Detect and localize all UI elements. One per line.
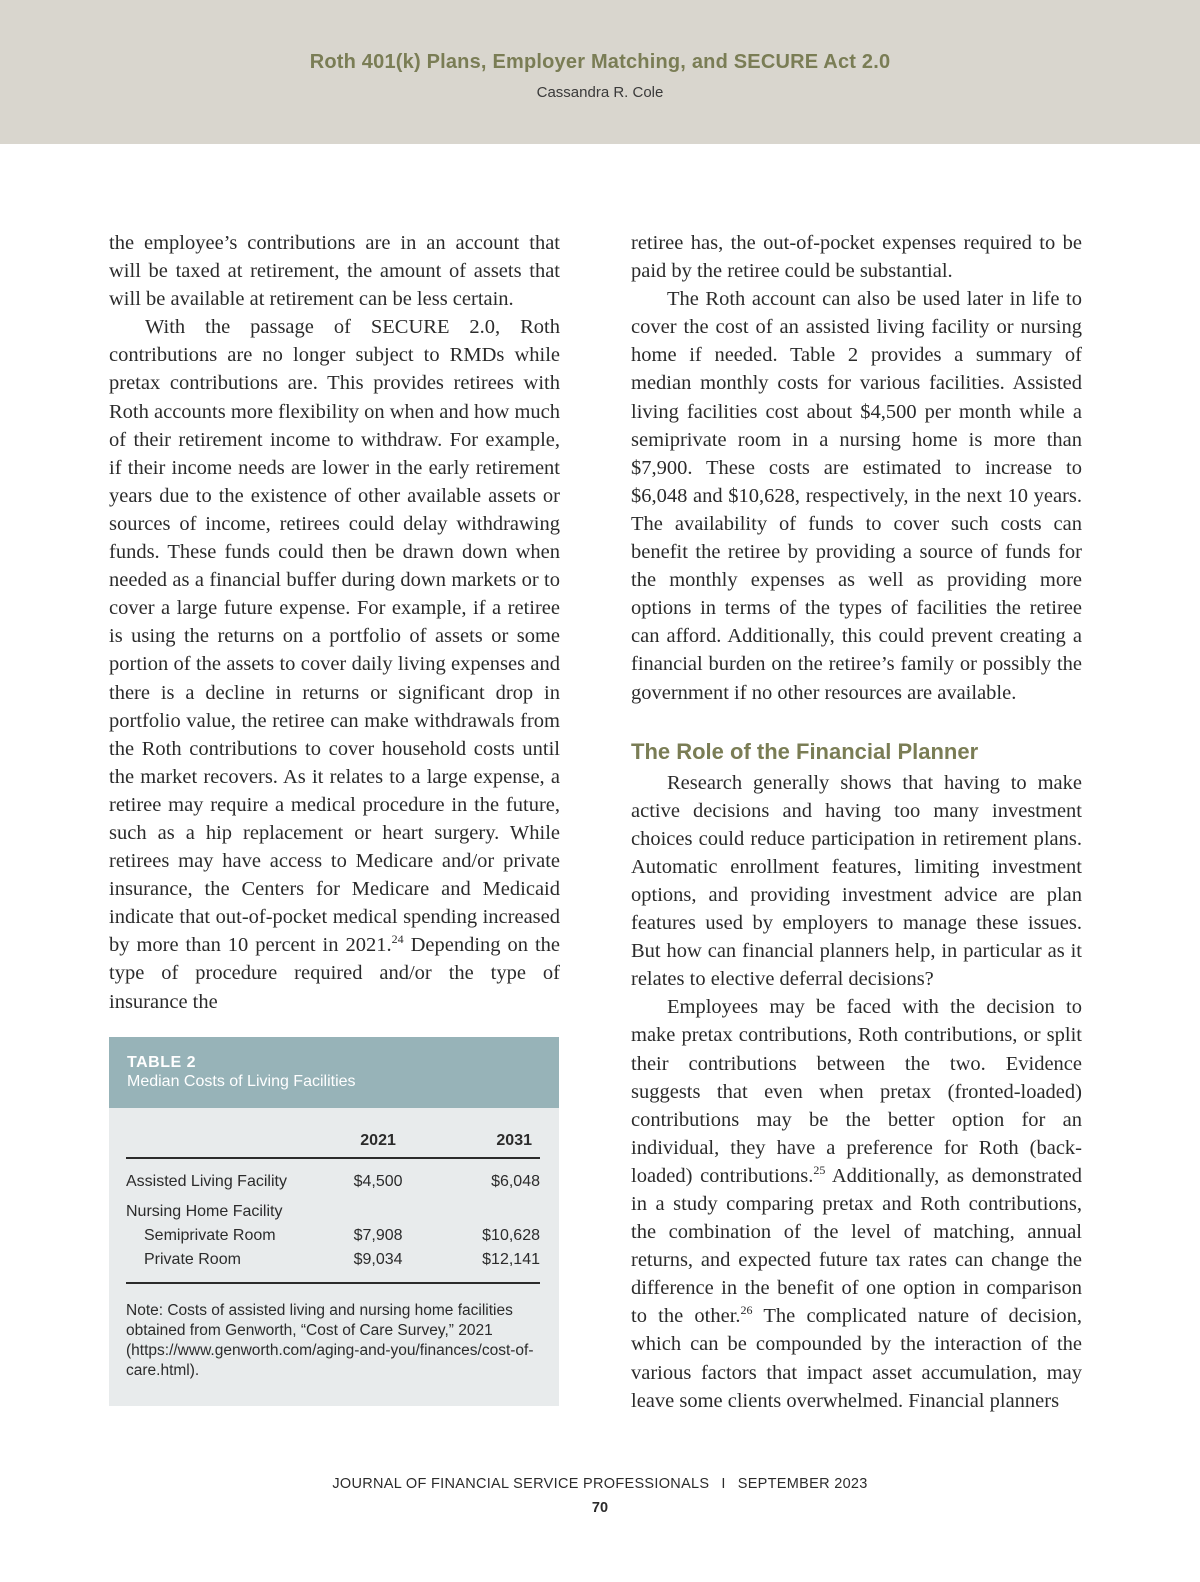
article-title: Roth 401(k) Plans, Employer Matching, and SECURE Act 2.0 xyxy=(309,51,891,73)
right-paragraph-4 xyxy=(631,993,1082,1414)
table-note: Note: Costs of assisted living and nursing home facilities obtained from Genworth, “Cost of Care Survey,” 2021 (https://www.genworth.com/aging-and-you/finances/cost-of-care.html). xyxy=(126,1302,534,1379)
table-row xyxy=(126,1248,540,1283)
row-value-2031: $12,141 xyxy=(482,1251,540,1268)
running-header xyxy=(0,0,1200,144)
left-paragraph-2-end: Depending on the type of procedure required and/or the type of insurance the xyxy=(109,934,560,1013)
table-header-band xyxy=(109,1037,559,1108)
right-paragraph-4-b: Additionally, as demonstrated in a study comparing pretax and Roth contributions, the combination of the level of matching, annual returns, and expected future tax rates can change the difference in the benefit of one option in comparison to the other. xyxy=(631,1164,1083,1328)
table-header-2021: 2021 xyxy=(360,1132,396,1149)
row-value-2021: $7,908 xyxy=(353,1227,403,1244)
right-paragraph-1: retiree has, the out-of-pocket expenses required to be paid by the retiree could be substantial. xyxy=(631,232,1082,283)
left-paragraph-2-text: With the passage of SECURE 2.0, Roth contributions are no longer subject to RMDs while pretax contributions are. This provides retirees with Roth accounts more flexibility on when and how much of their retirement income to withdraw. For example, if their income needs are lower in the early retirement years due to the existence of other available assets or sources of income, retirees could delay withdrawing funds. These funds could then be drawn down when needed as a financial buffer during down markets or to cover a large future expense. For example, if a retiree is using the returns on a portfolio of assets or some portion of the assets to cover daily living expenses and there is a decline in returns or significant drop in portfolio value, the retiree can make withdrawals from the Roth contributions to cover household costs until the market recovers. As it relates to a large expense, a retiree may require a medical procedure in the future, such as a hip replacement or heart surgery. While retirees may have access to Medicare and/or private insurance, the Centers for Medicare and Medicaid indicate that out-of-pocket medical spending increased by more than 10 percent in 2021. xyxy=(109,316,560,957)
issue-date: SEPTEMBER 2023 xyxy=(737,1476,868,1492)
table-caption: Median Costs of Living Facilities xyxy=(127,1073,356,1090)
row-label: Private Room xyxy=(144,1251,241,1268)
footnote-ref-25[interactable]: 25 xyxy=(813,1163,826,1178)
table-row xyxy=(126,1224,540,1248)
article-author: Cassandra R. Cole xyxy=(536,84,664,101)
row-value-2031: $10,628 xyxy=(482,1227,540,1244)
left-paragraph-2 xyxy=(109,313,560,1015)
row-label: Semiprivate Room xyxy=(144,1227,276,1244)
table-row xyxy=(126,1158,540,1194)
row-value-2021: $4,500 xyxy=(353,1173,403,1190)
right-paragraph-2: The Roth account can also be used later in life to cover the cost of an assisted living facility or nursing home if needed. Table 2 provides a summary of median monthly costs for various facilities. Assisted living facilities cost about $4,500 per month while a semiprivate room in a nursing home is more than $7,900. These costs are estimated to increase to $6,048 and $10,628, respectively, in the next 10 years. The availability of funds to cover such costs can benefit the retiree by providing a source of funds for the monthly expenses as well as providing more options in terms of the types of facilities the retiree can afford. Additionally, this could prevent creating a financial burden on the retiree’s family or possibly the government if no other resources are available. xyxy=(631,288,1082,704)
table-row xyxy=(126,1194,540,1224)
right-paragraph-4-c: The complicated nature of decision, which can be compounded by the interaction of the various factors that impact asset accumulation, may leave some clients overwhelmed. Financial planners xyxy=(631,1305,1082,1412)
row-value-2031: $6,048 xyxy=(491,1173,540,1190)
table-bottom-rule xyxy=(126,1283,540,1284)
running-footer xyxy=(0,1476,1200,1492)
table-label: TABLE 2 xyxy=(127,1054,196,1071)
left-paragraph-1: the employee’s contributions are in an account that will be taxed at retirement, the amount of assets that will be available at retirement can be less certain. xyxy=(109,232,560,311)
right-paragraph-4-a: Employees may be faced with the decision to make pretax contributions, Roth contributions, or split their contributions between the two. Evidence suggests that even when pretax (fronted-loaded) contributions may be the better option for an individual, they have a preference for Roth (back-loaded) contributions. xyxy=(631,996,1082,1187)
row-value-2021: $9,034 xyxy=(353,1251,403,1268)
journal-name: JOURNAL OF FINANCIAL SERVICE PROFESSIONALS xyxy=(332,1476,710,1492)
table-header-blank xyxy=(126,1132,340,1158)
row-label: Assisted Living Facility xyxy=(126,1173,287,1190)
footer-separator: I xyxy=(721,1476,726,1492)
row-label: Nursing Home Facility xyxy=(126,1203,283,1220)
table-2 xyxy=(109,1037,559,1406)
table-header-row xyxy=(126,1132,540,1158)
right-column xyxy=(631,229,1082,1415)
left-column xyxy=(109,229,560,1016)
row-value-2021 xyxy=(340,1194,416,1224)
row-value-2031 xyxy=(416,1194,540,1224)
section-heading: The Role of the Financial Planner xyxy=(631,738,979,764)
cost-table xyxy=(126,1132,540,1284)
right-paragraph-3: Research generally shows that having to make active decisions and having too many investment choices could reduce participation in retirement plans. Automatic enrollment features, limiting investment options, and providing investment advice are plan features used by employers to manage these issues. But how can financial planners help, in particular as it relates to elective deferral decisions? xyxy=(631,771,1082,991)
footnote-ref-26[interactable]: 26 xyxy=(740,1303,753,1318)
footnote-ref-24[interactable]: 24 xyxy=(391,932,404,947)
page-number: 70 xyxy=(591,1500,609,1516)
table-header-2031: 2031 xyxy=(496,1132,532,1149)
